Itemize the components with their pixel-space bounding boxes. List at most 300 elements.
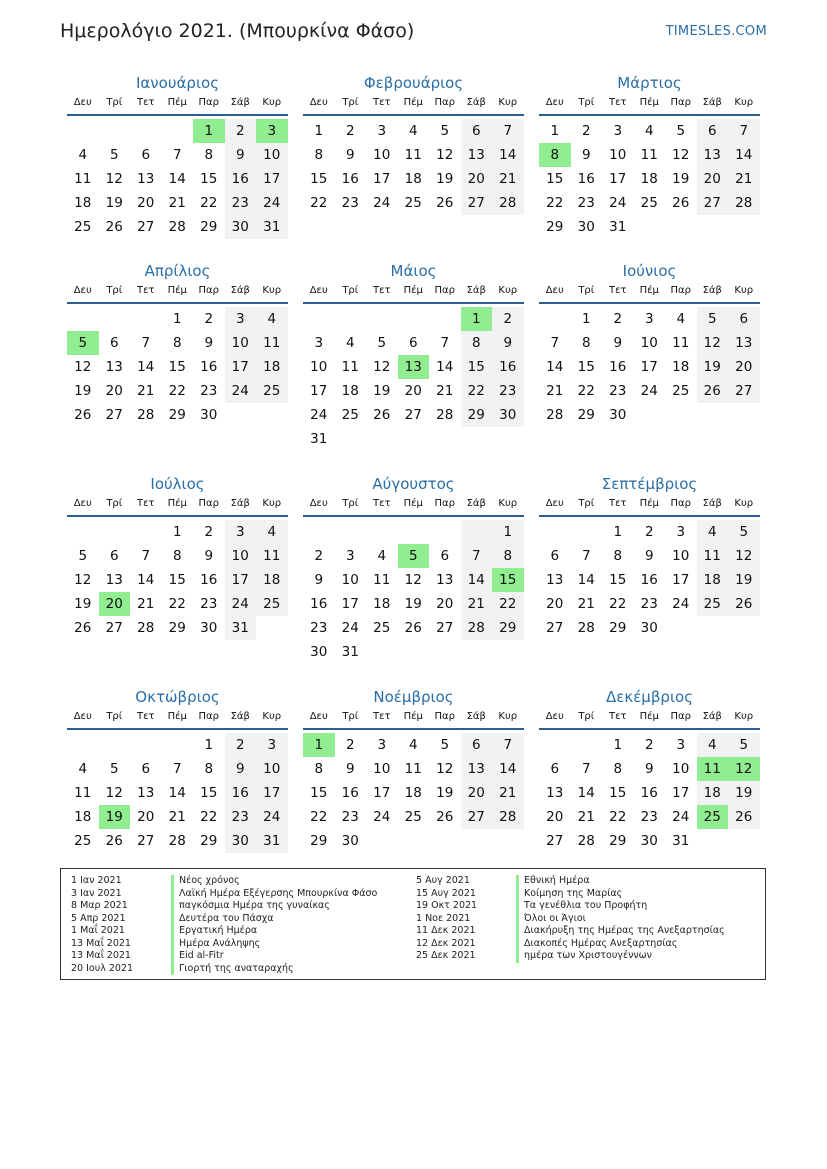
day-cell: 15	[609, 785, 627, 801]
weekday-header	[303, 94, 524, 116]
day-cell: 19	[436, 171, 454, 187]
day-cell: 12	[74, 572, 92, 588]
holiday-day: 1	[193, 119, 225, 143]
day-cell: 3	[377, 123, 387, 139]
day-cell: 13	[137, 785, 155, 801]
day-cell: 10	[672, 761, 690, 777]
day-cell: 26	[74, 407, 92, 423]
month-name: Δεκέμβριος	[605, 688, 693, 706]
legend-holiday-name: Γιορτή της αναταραχής	[171, 963, 294, 976]
day-cell: 1	[613, 737, 623, 753]
day-cell: 17	[341, 596, 359, 612]
day-cell: 12	[404, 572, 422, 588]
day-cell: 18	[404, 171, 422, 187]
legend-date: 3 Ιαν 2021	[71, 887, 122, 899]
day-cell: 18	[640, 171, 658, 187]
day-cell: 31	[310, 431, 328, 447]
weekday-label: Παρ	[434, 285, 455, 296]
day-cell: 17	[640, 359, 658, 375]
day-cell: 26	[105, 219, 123, 235]
legend-holiday-name: Διακήρυξη της Ημέρας της Ανεξαρτησίας	[516, 925, 725, 938]
day-cell: 28	[137, 407, 155, 423]
weekday-label: Τρί	[578, 711, 595, 722]
weekday-label: Τρί	[106, 97, 123, 108]
legend-holiday-name: Τα γενέθλια του Προφήτη	[516, 900, 647, 913]
empty-cell	[366, 520, 398, 544]
weekday-label: Κυρ	[262, 285, 282, 296]
holiday-day: 12	[728, 757, 760, 781]
day-cell: 7	[550, 335, 560, 351]
legend-row	[406, 875, 761, 888]
day-cell: 16	[640, 785, 658, 801]
day-cell: 30	[577, 219, 595, 235]
weekday-label: Πέμ	[639, 711, 659, 722]
legend-holiday-name: Νέος χρόνος	[171, 875, 240, 888]
day-cell: 7	[581, 548, 591, 564]
month-name: Μάιος	[390, 262, 437, 280]
day-cell: 4	[676, 311, 686, 327]
weekday-label: Παρ	[198, 285, 219, 296]
day-cell: 27	[436, 620, 454, 636]
weekday-header	[303, 282, 524, 304]
day-grid	[303, 307, 524, 451]
legend-row	[61, 950, 411, 963]
day-cell: 8	[492, 544, 524, 568]
legend-date: 13 Μαΐ 2021	[71, 937, 131, 949]
day-cell: 24	[373, 809, 391, 825]
day-cell: 26	[74, 620, 92, 636]
day-cell: 16	[200, 359, 218, 375]
day-cell: 5	[676, 123, 686, 139]
weekday-label: Κυρ	[734, 711, 754, 722]
empty-cell	[162, 119, 194, 143]
legend-row	[61, 875, 411, 888]
day-cell: 24	[225, 379, 257, 403]
day-cell: 22	[577, 383, 595, 399]
holiday-day: 15	[492, 568, 524, 592]
day-cell: 28	[137, 620, 155, 636]
day-cell: 9	[204, 335, 214, 351]
day-cell: 19	[373, 383, 391, 399]
empty-cell	[130, 733, 162, 757]
day-cell: 2	[581, 123, 591, 139]
empty-cell	[398, 307, 430, 331]
month-1	[67, 72, 288, 239]
day-cell: 8	[172, 548, 182, 564]
day-cell: 4	[377, 548, 387, 564]
day-cell: 22	[168, 383, 186, 399]
weekday-label: Σάβ	[466, 285, 486, 296]
weekday-label: Πέμ	[167, 711, 187, 722]
day-cell: 21	[137, 383, 155, 399]
weekday-label: Τρί	[578, 285, 595, 296]
legend-holiday-name: ημέρα των Χριστουγέννων	[516, 950, 652, 963]
legend-row	[406, 925, 761, 938]
weekday-label: Σάβ	[230, 97, 250, 108]
empty-cell	[99, 119, 131, 143]
day-cell: 25	[373, 620, 391, 636]
day-grid	[303, 119, 524, 215]
day-cell: 10	[609, 147, 627, 163]
legend-holiday-name: Λαϊκή Ημέρα Εξέγερσης Μπουρκίνα Φάσο	[171, 888, 377, 901]
weekday-label: Κυρ	[262, 711, 282, 722]
weekday-label: Κυρ	[262, 498, 282, 509]
day-cell: 29	[461, 403, 493, 427]
day-cell: 15	[168, 359, 186, 375]
day-cell: 4	[78, 147, 88, 163]
day-cell: 27	[546, 620, 564, 636]
month-name: Ιανουάριος	[135, 74, 219, 92]
day-cell: 19	[105, 195, 123, 211]
day-cell: 28	[492, 191, 524, 215]
day-cell: 22	[492, 592, 524, 616]
legend-date: 12 Δεκ 2021	[416, 937, 476, 949]
day-cell: 12	[436, 761, 454, 777]
day-cell: 15	[200, 785, 218, 801]
empty-cell	[429, 307, 461, 331]
day-cell: 25	[640, 195, 658, 211]
day-cell: 2	[644, 737, 654, 753]
day-cell: 4	[408, 737, 418, 753]
day-cell: 18	[697, 568, 729, 592]
weekday-label: Δευ	[545, 285, 564, 296]
day-cell: 1	[550, 123, 560, 139]
day-cell: 24	[640, 383, 658, 399]
weekday-label: Παρ	[434, 711, 455, 722]
day-cell: 18	[74, 195, 92, 211]
weekday-label: Δευ	[545, 97, 564, 108]
weekday-label: Σάβ	[466, 97, 486, 108]
day-cell: 11	[256, 331, 288, 355]
day-cell: 13	[436, 572, 454, 588]
empty-cell	[303, 520, 335, 544]
day-cell: 7	[172, 761, 182, 777]
day-cell: 23	[577, 195, 595, 211]
day-cell: 18	[74, 809, 92, 825]
weekday-label: Τετ	[608, 285, 627, 296]
day-cell: 8	[314, 761, 324, 777]
day-cell: 22	[609, 809, 627, 825]
day-cell: 21	[168, 195, 186, 211]
day-cell: 27	[105, 620, 123, 636]
day-grid	[539, 520, 760, 640]
day-cell: 3	[676, 737, 686, 753]
day-cell: 7	[440, 335, 450, 351]
day-cell: 16	[200, 572, 218, 588]
day-cell: 2	[314, 548, 324, 564]
empty-cell	[335, 307, 367, 331]
day-cell: 26	[672, 195, 690, 211]
day-cell: 13	[105, 359, 123, 375]
day-cell: 16	[341, 785, 359, 801]
day-cell: 17	[310, 383, 328, 399]
day-cell: 6	[440, 548, 450, 564]
legend-holiday-name: Διακοπές Ημέρας Ανεξαρτησίας	[516, 938, 677, 951]
day-cell: 6	[408, 335, 418, 351]
day-cell: 10	[256, 757, 288, 781]
weekday-label: Κυρ	[498, 285, 518, 296]
day-cell: 6	[550, 761, 560, 777]
day-cell: 5	[728, 733, 760, 757]
weekday-label: Τετ	[136, 97, 155, 108]
day-cell: 26	[728, 805, 760, 829]
empty-cell	[99, 307, 131, 331]
weekday-label: Πέμ	[403, 711, 423, 722]
legend-row	[406, 900, 761, 913]
month-7	[67, 473, 288, 640]
weekday-label: Πέμ	[639, 498, 659, 509]
empty-cell	[539, 307, 571, 331]
day-cell: 20	[436, 596, 454, 612]
day-cell: 17	[609, 171, 627, 187]
day-cell: 29	[609, 833, 627, 849]
day-cell: 5	[728, 520, 760, 544]
day-cell: 24	[672, 596, 690, 612]
legend-date: 1 Νοε 2021	[416, 912, 471, 924]
day-cell: 5	[78, 548, 88, 564]
day-cell: 22	[310, 809, 328, 825]
day-cell: 1	[204, 737, 214, 753]
weekday-label: Τετ	[372, 711, 391, 722]
day-cell: 10	[310, 359, 328, 375]
day-cell: 28	[577, 833, 595, 849]
day-cell: 23	[200, 383, 218, 399]
day-cell: 24	[341, 620, 359, 636]
day-cell: 27	[697, 191, 729, 215]
weekday-label: Κυρ	[262, 97, 282, 108]
weekday-label: Δευ	[73, 711, 92, 722]
day-cell: 6	[141, 147, 151, 163]
day-cell: 28	[168, 219, 186, 235]
day-cell: 19	[672, 171, 690, 187]
month-4	[67, 260, 288, 427]
day-cell: 23	[200, 596, 218, 612]
day-cell: 5	[440, 737, 450, 753]
day-cell: 1	[172, 311, 182, 327]
day-cell: 4	[256, 520, 288, 544]
day-cell: 14	[137, 572, 155, 588]
day-cell: 13	[461, 143, 493, 167]
legend-date: 1 Μαΐ 2021	[71, 925, 125, 936]
empty-cell	[130, 119, 162, 143]
weekday-label: Δευ	[73, 498, 92, 509]
weekday-label: Τετ	[136, 285, 155, 296]
day-cell: 24	[256, 805, 288, 829]
legend-date: 8 Μαρ 2021	[71, 900, 128, 911]
legend-holiday-name: παγκόσμια Ημέρα της γυναίκας	[171, 900, 330, 913]
day-cell: 27	[404, 407, 422, 423]
day-cell: 3	[613, 123, 623, 139]
weekday-label: Κυρ	[734, 285, 754, 296]
day-cell: 8	[204, 147, 214, 163]
day-cell: 27	[461, 191, 493, 215]
day-cell: 25	[256, 379, 288, 403]
day-cell: 20	[137, 195, 155, 211]
day-cell: 3	[644, 311, 654, 327]
day-cell: 21	[577, 809, 595, 825]
day-cell: 11	[74, 785, 92, 801]
day-cell: 9	[644, 761, 654, 777]
brand-link[interactable]: TIMESLES.COM	[665, 24, 767, 39]
day-cell: 28	[546, 407, 564, 423]
legend-date: 5 Αυγ 2021	[416, 875, 470, 886]
empty-cell	[130, 520, 162, 544]
day-cell: 6	[141, 761, 151, 777]
day-cell: 25	[404, 809, 422, 825]
weekday-label: Πέμ	[167, 285, 187, 296]
day-cell: 14	[436, 359, 454, 375]
day-cell: 26	[404, 620, 422, 636]
day-cell: 12	[436, 147, 454, 163]
weekday-label: Τετ	[372, 498, 391, 509]
day-cell: 29	[310, 833, 328, 849]
month-name: Σεπτέμβριος	[601, 475, 698, 493]
day-cell: 23	[640, 596, 658, 612]
day-cell: 15	[200, 171, 218, 187]
day-cell: 22	[200, 195, 218, 211]
day-cell: 1	[492, 520, 524, 544]
day-cell: 29	[200, 833, 218, 849]
legend-date: 25 Δεκ 2021	[416, 950, 476, 961]
day-cell: 21	[546, 383, 564, 399]
day-cell: 27	[137, 833, 155, 849]
legend-holiday-name: Εργατική Ημέρα	[171, 925, 257, 938]
weekday-label: Τετ	[372, 285, 391, 296]
legend-row	[406, 888, 761, 901]
month-name: Απρίλιος	[144, 262, 211, 280]
day-cell: 18	[373, 596, 391, 612]
day-cell: 28	[577, 620, 595, 636]
day-cell: 17	[225, 568, 257, 592]
empty-cell	[539, 520, 571, 544]
legend-holiday-name: Δευτέρα του Πάσχα	[171, 913, 274, 926]
day-cell: 26	[436, 195, 454, 211]
weekday-label: Σάβ	[230, 498, 250, 509]
day-cell: 13	[546, 785, 564, 801]
day-cell: 16	[225, 781, 257, 805]
holiday-day: 1	[461, 307, 493, 331]
day-cell: 12	[697, 331, 729, 355]
day-cell: 20	[461, 781, 493, 805]
day-cell: 23	[609, 383, 627, 399]
day-cell: 25	[404, 195, 422, 211]
day-cell: 19	[436, 785, 454, 801]
day-cell: 2	[345, 123, 355, 139]
weekday-header	[303, 708, 524, 730]
legend-holiday-name: Εθνική Ημέρα	[516, 875, 590, 888]
day-cell: 7	[141, 548, 151, 564]
day-cell: 17	[672, 572, 690, 588]
weekday-label: Κυρ	[498, 498, 518, 509]
day-cell: 3	[377, 737, 387, 753]
month-name: Ιούνιος	[622, 262, 677, 280]
day-cell: 22	[168, 596, 186, 612]
legend-row	[61, 913, 411, 926]
day-cell: 17	[256, 167, 288, 191]
weekday-label: Πέμ	[403, 285, 423, 296]
legend-row	[61, 900, 411, 913]
day-cell: 4	[78, 761, 88, 777]
day-cell: 6	[461, 119, 493, 143]
empty-cell	[67, 733, 99, 757]
day-cell: 12	[672, 147, 690, 163]
legend-date: 19 Οκτ 2021	[416, 900, 478, 911]
day-cell: 29	[168, 407, 186, 423]
day-cell: 25	[74, 833, 92, 849]
weekday-label: Παρ	[434, 498, 455, 509]
holiday-day: 13	[398, 355, 430, 379]
day-cell: 7	[581, 761, 591, 777]
day-cell: 9	[225, 757, 257, 781]
weekday-label: Σάβ	[702, 285, 722, 296]
day-cell: 20	[137, 809, 155, 825]
weekday-label: Παρ	[670, 711, 691, 722]
day-cell: 11	[373, 572, 391, 588]
day-cell: 15	[546, 171, 564, 187]
day-cell: 10	[672, 548, 690, 564]
day-grid	[67, 119, 288, 239]
weekday-label: Σάβ	[230, 711, 250, 722]
day-cell: 7	[141, 335, 151, 351]
empty-cell	[335, 520, 367, 544]
day-cell: 24	[310, 407, 328, 423]
weekday-label: Τετ	[136, 498, 155, 509]
day-grid	[539, 119, 760, 239]
weekday-label: Δευ	[309, 711, 328, 722]
day-cell: 27	[461, 805, 493, 829]
day-cell: 9	[314, 572, 324, 588]
day-cell: 8	[204, 761, 214, 777]
day-cell: 11	[672, 335, 690, 351]
day-cell: 9	[613, 335, 623, 351]
day-cell: 20	[546, 809, 564, 825]
day-cell: 10	[225, 331, 257, 355]
legend-date: 5 Απρ 2021	[71, 912, 126, 924]
day-cell: 10	[225, 544, 257, 568]
day-cell: 17	[373, 785, 391, 801]
weekday-label: Πέμ	[639, 97, 659, 108]
weekday-header	[539, 94, 760, 116]
day-cell: 30	[640, 620, 658, 636]
legend-holiday-name: Ημέρα Ανάληψης	[171, 938, 260, 951]
day-cell: 13	[546, 572, 564, 588]
day-cell: 28	[492, 805, 524, 829]
holiday-legend	[60, 868, 766, 980]
day-cell: 4	[697, 733, 729, 757]
legend-row	[61, 925, 411, 938]
month-11	[303, 686, 524, 853]
weekday-label: Δευ	[545, 711, 564, 722]
day-cell: 25	[74, 219, 92, 235]
day-cell: 5	[109, 147, 119, 163]
day-cell: 2	[204, 524, 214, 540]
day-cell: 5	[109, 761, 119, 777]
day-cell: 30	[200, 620, 218, 636]
day-cell: 20	[105, 383, 123, 399]
day-cell: 16	[577, 171, 595, 187]
weekday-label: Κυρ	[498, 97, 518, 108]
day-cell: 22	[546, 195, 564, 211]
day-cell: 13	[697, 143, 729, 167]
holiday-day: 5	[67, 331, 99, 355]
month-name: Μάρτιος	[617, 74, 682, 92]
month-2	[303, 72, 524, 215]
day-grid	[67, 520, 288, 640]
weekday-header	[67, 94, 288, 116]
day-cell: 24	[609, 195, 627, 211]
legend-row	[61, 938, 411, 951]
month-5	[303, 260, 524, 451]
